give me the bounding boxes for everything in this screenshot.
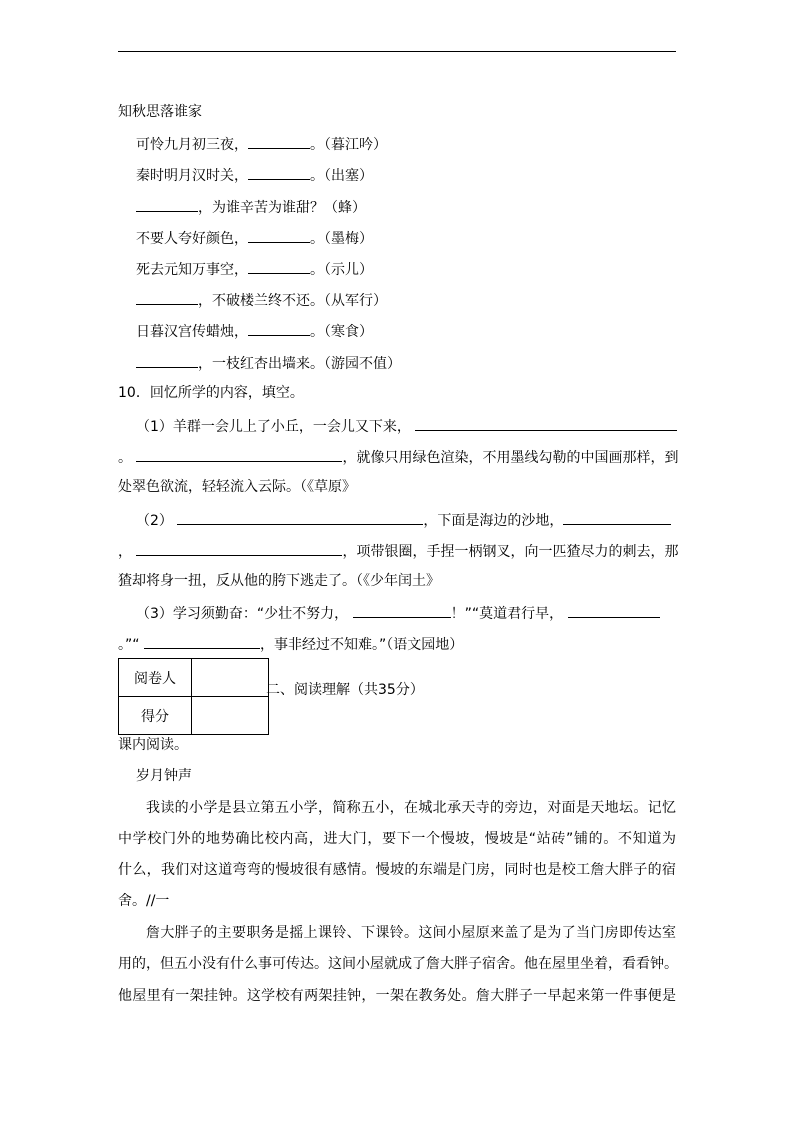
- story-line: 中学校门外的地势确比校内高，进大门，要下一个慢坡，慢坡是“站砖”铺的。不知道为: [118, 831, 676, 847]
- story-line: 他屋里有一架挂钟。这学校有两架挂钟，一架在教务处。詹大胖子一早起来第一件事便是: [118, 988, 676, 1004]
- score-label: 得分: [119, 697, 192, 735]
- q10-text: （3）学习须勤奋：“少壮不努力，: [136, 606, 349, 622]
- poem-line: [136, 227, 373, 247]
- poem-text: 不要人夸好颜色，: [136, 231, 248, 247]
- q10-text: ，下面是海边的沙地，: [423, 513, 564, 529]
- q10-line: [118, 446, 678, 466]
- story-line: 詹大胖子的主要职务是摇上课铃、下课铃。这间小屋原来盖了是为了当门房即传达室: [146, 925, 676, 941]
- answer-blank[interactable]: [177, 509, 423, 525]
- poem-text: 秦时明月汉时关，: [136, 168, 248, 184]
- section-2-title: 二、阅读理解（共35分）: [266, 682, 424, 698]
- poem-line: [136, 320, 373, 340]
- answer-blank[interactable]: [248, 320, 310, 336]
- answer-blank[interactable]: [248, 227, 310, 243]
- poem-line: [136, 133, 387, 153]
- q10-line: 处翠色欲流，轻轻流入云际。（《草原》: [118, 479, 356, 495]
- poem-text: 。（墨梅）: [310, 231, 373, 247]
- q10-text: ，项带银圈，手捏一柄钢叉，向一匹猹尽力的刺去，那: [342, 544, 679, 560]
- answer-blank[interactable]: [248, 258, 310, 274]
- story-line: 用的，但五小没有什么事可传达。这间小屋就成了詹大胖子宿舍。他在屋里坐着，看看钟。: [118, 956, 678, 972]
- q10-text: （1）羊群一会儿上了小丘，一会儿又下来，: [136, 419, 411, 435]
- answer-blank[interactable]: [563, 509, 671, 525]
- answer-blank[interactable]: [353, 602, 451, 618]
- answer-blank[interactable]: [136, 289, 198, 305]
- poem-line: [136, 258, 373, 278]
- reviewer-cell[interactable]: [192, 659, 269, 697]
- q10-line: [136, 602, 660, 622]
- answer-blank[interactable]: [568, 602, 660, 618]
- poem-text: 日暮汉宫传蜡烛，: [136, 324, 248, 340]
- poem-text: ，为谁辛苦为谁甜？（蜂）: [198, 200, 366, 216]
- q10-text: ！”“莫道君行早，: [450, 606, 564, 622]
- poem-text: ，不破楼兰终不还。（从军行）: [198, 293, 387, 309]
- q10-text: ，: [118, 544, 132, 560]
- score-table: [118, 658, 269, 735]
- q10-text: ，事非经过不知难。”（语文园地）: [259, 637, 464, 653]
- story-line: 我读的小学是县立第五小学，简称五小，在城北承天寺的旁边，对面是天地坛。记忆: [146, 800, 676, 816]
- answer-blank[interactable]: [136, 352, 198, 368]
- poem-text: 死去元知万事空，: [136, 262, 248, 278]
- poem-text: 。（出塞）: [310, 168, 373, 184]
- q10-line: [136, 509, 671, 529]
- answer-blank[interactable]: [136, 196, 198, 212]
- poem-line: [136, 289, 387, 309]
- q10-line: [118, 540, 678, 560]
- reading-intro: 课内阅读。: [118, 737, 188, 753]
- poem-text: 可怜九月初三夜，: [136, 137, 248, 153]
- answer-blank[interactable]: [136, 446, 342, 462]
- answer-blank[interactable]: [248, 133, 310, 149]
- poem-text: 。（暮江吟）: [310, 137, 387, 153]
- poem-text: ，一枝红杏出墙来。（游园不值）: [198, 356, 401, 372]
- reviewer-label: 阅卷人: [119, 659, 192, 697]
- poem-line: [136, 352, 401, 372]
- answer-blank[interactable]: [415, 415, 677, 431]
- q10-line: [136, 415, 677, 435]
- poem-text: 。（寒食）: [310, 324, 373, 340]
- q10-line: 猹却将身一扭，反从他的胯下逃走了。（《少年闰土》: [118, 573, 440, 589]
- poem-text: 。（示儿）: [310, 262, 373, 278]
- q10-text: 。: [118, 450, 132, 466]
- question-10-title: 10．回忆所学的内容，填空。: [118, 385, 304, 401]
- answer-blank[interactable]: [248, 164, 310, 180]
- story-line: 舍。//一: [118, 893, 170, 909]
- story-line: 什么，我们对这道弯弯的慢坡很有感情。慢坡的东端是门房，同时也是校工詹大胖子的宿: [118, 862, 676, 878]
- q10-text: （2）: [136, 513, 173, 529]
- poem-section-title: 知秋思落谁家: [118, 104, 202, 120]
- poem-line: [136, 196, 366, 216]
- header-rule: [118, 51, 676, 52]
- q10-text: ，就像只用绿色渲染，不用墨线勾勒的中国画那样，到: [342, 450, 679, 466]
- answer-blank[interactable]: [144, 633, 260, 649]
- story-title: 岁月钟声: [136, 768, 192, 784]
- q10-text: 。”“: [118, 637, 140, 653]
- q10-line: [118, 633, 463, 653]
- answer-blank[interactable]: [136, 540, 342, 556]
- score-cell[interactable]: [192, 697, 269, 735]
- poem-line: [136, 164, 373, 184]
